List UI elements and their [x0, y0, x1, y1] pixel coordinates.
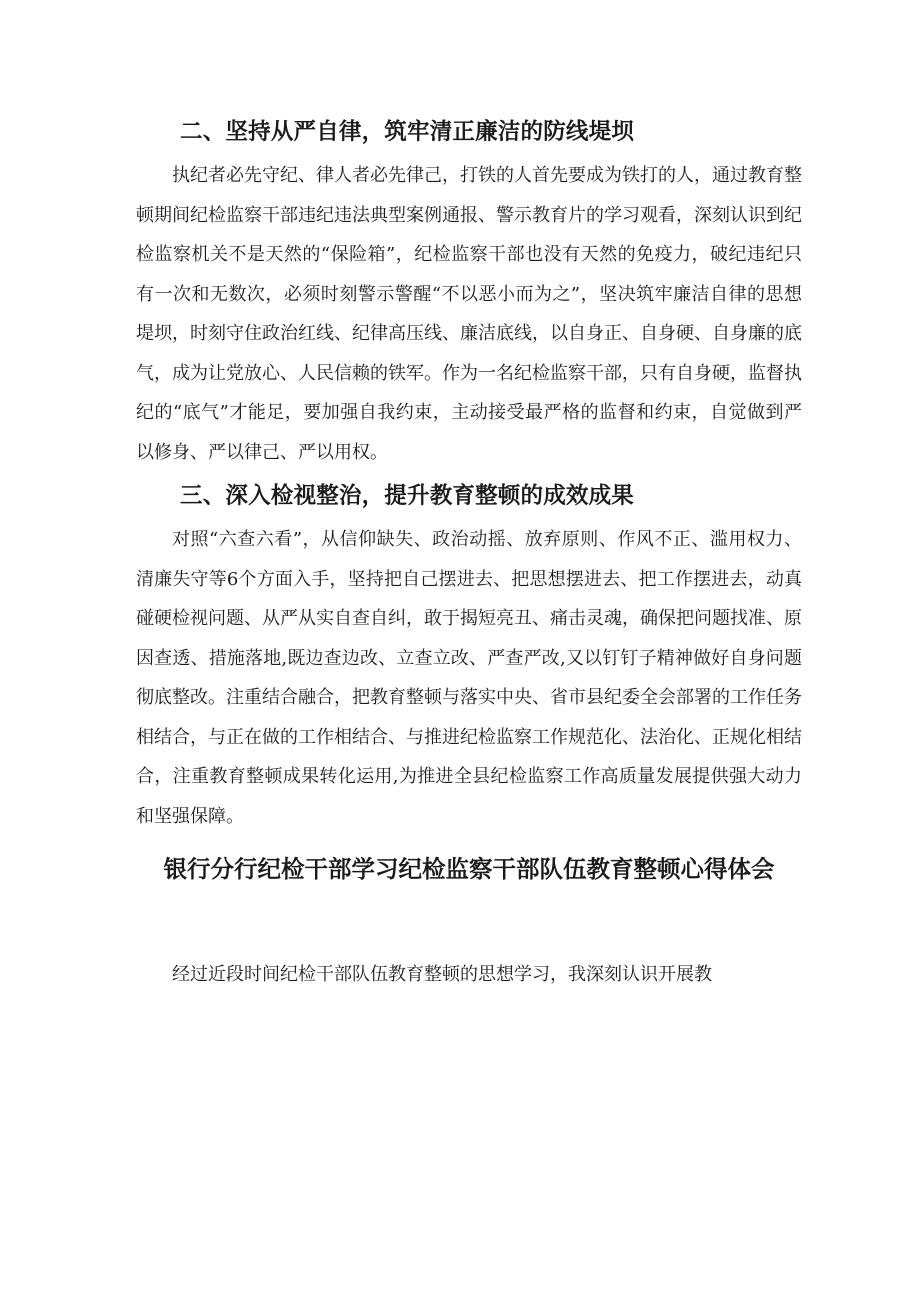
section-body-2: 执纪者必先守纪、律人者必先律己，打铁的人首先要成为铁打的人，通过教育整顿期间纪检监察干部违纪违法典型案例通报、警示教育片的学习观看，深刻认识到纪检监察机关不是天然的“保险箱”，纪检监察干部也没有天然的免疫力，破纪违纪只有一次和无数次，必须时刻警示警醒“不以恶小而为之”，坚决筑牢廉洁自律的思想堤坝，时刻守住政治红线、纪律高压线、廉洁底线，以自身正、自身硬、自身廉的底气，成为让党放心、人民信赖的铁军。作为一名纪检监察干部，只有自身硬，监督执纪的“底气”才能足，要加强自我约束，主动接受最严格的监督和约束，自觉做到严以修身、严以律己、严以用权。: [136, 165, 802, 463]
document-page: [136, 110, 802, 995]
section-heading-2: 二、坚持从严自律，筑牢清正廉洁的防线堤坝: [180, 119, 635, 145]
article-title: 银行分行纪检干部学习纪检监察干部队伍教育整顿心得体会: [163, 855, 775, 883]
article-intro-paragraph: 经过近段时间纪检干部队伍教育整顿的思想学习，我深刻认识开展教: [172, 964, 712, 985]
section-heading-3: 三、深入检视整治，提升教育整顿的成效成果: [180, 483, 635, 509]
section-body-3: 对照“六查六看”，从信仰缺失、政治动摇、放弃原则、作风不正、滥用权力、清廉失守等6个方面入手，坚持把自己摆进去、把思想摆进去、把工作摆进去，动真碰硬检视问题、从严从实自查自纠，敢于揭短亮丑、痛击灵魂，确保把问题找准、原因查透、措施落地,既边查边改、立查立改、严查严改,又以钉钉子精神做好自身问题彻底整改。注重结合融合，把教育整顿与落实中央、省市县纪委全会部署的工作任务相结合，与正在做的工作相结合、与推进纪检监察工作规范化、法治化、正规化相结合，注重教育整顿成果转化运用,为推进全县纪检监察工作高质量发展提供强大动力和坚强保障。: [136, 529, 802, 827]
